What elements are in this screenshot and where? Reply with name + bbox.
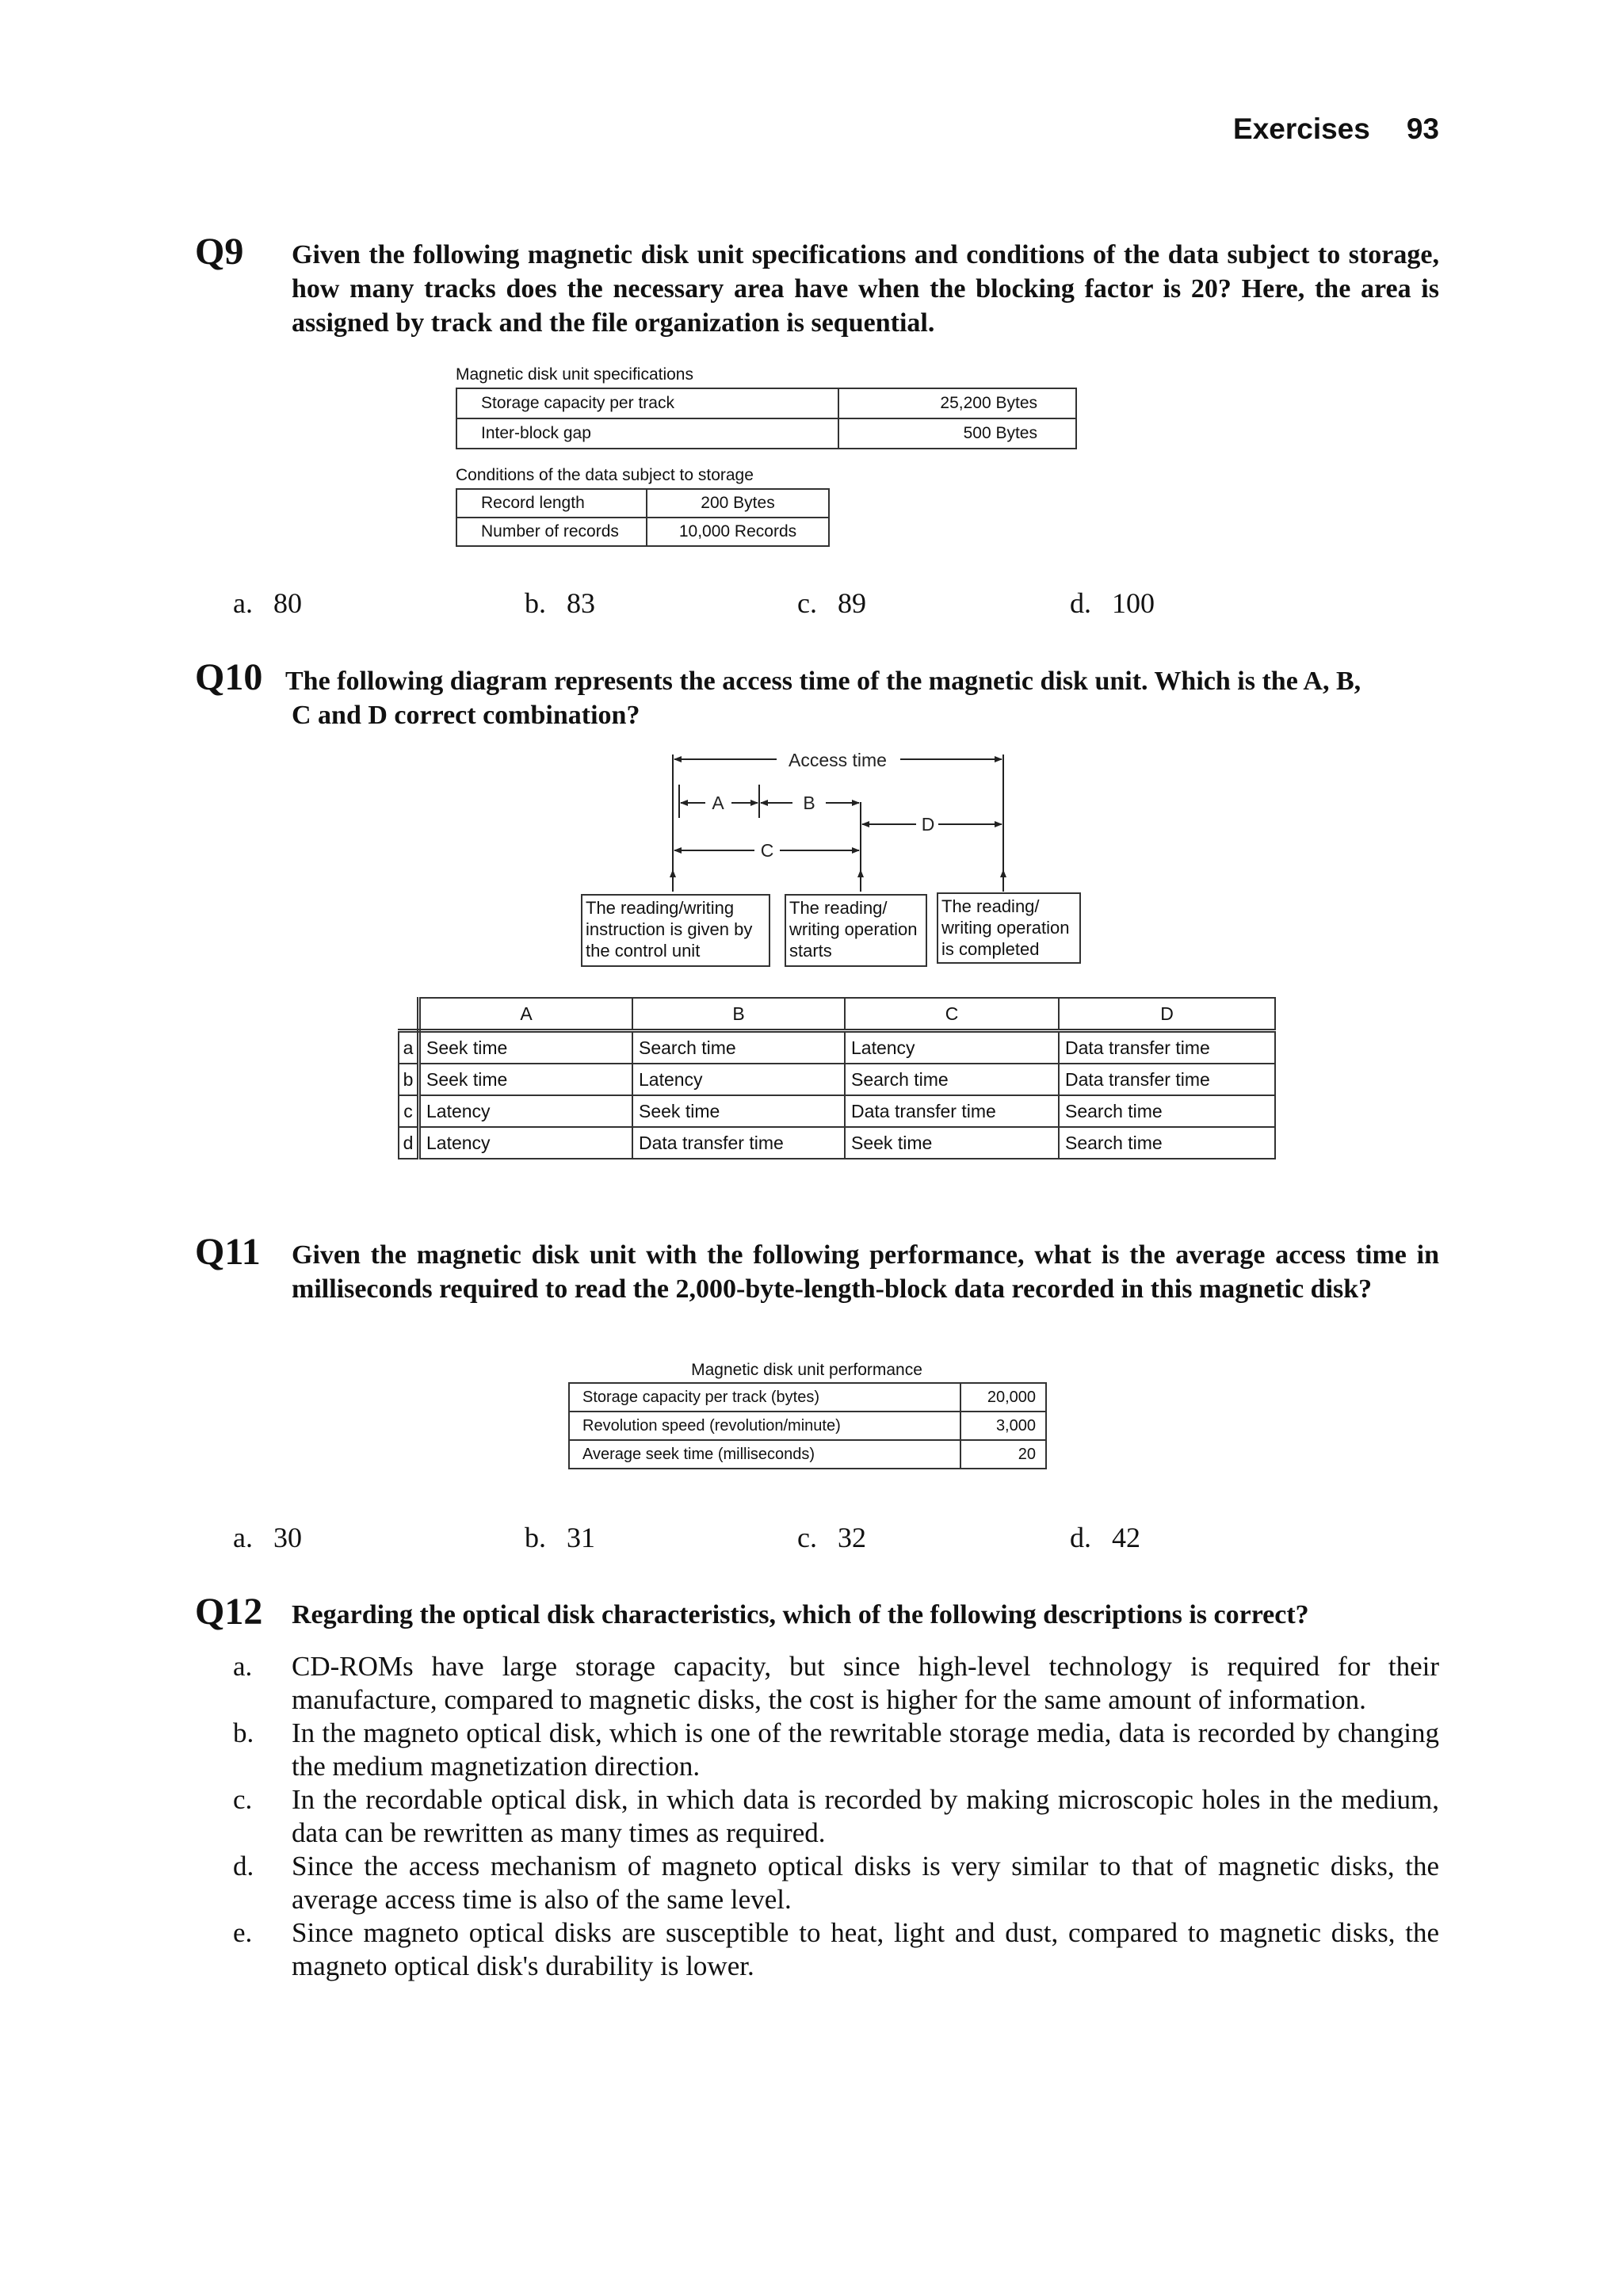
table-cell: Search time <box>1059 1127 1275 1159</box>
q9-option-c: c. 89 <box>797 587 866 619</box>
table-cell: Data transfer time <box>632 1127 845 1159</box>
table-cell: Latency <box>419 1127 633 1159</box>
event-box-operation-starts: The reading/ writing operation starts <box>785 894 927 967</box>
q9-option-d: d. 100 <box>1070 587 1155 619</box>
table-cell: Search time <box>845 1064 1059 1095</box>
q9-cond-caption: Conditions of the data subject to storage <box>456 466 754 484</box>
table-cell: Seek time <box>419 1064 633 1095</box>
q10-text: The following diagram represents the access time of the magnetic disk unit. Which is the A, B, C and D correct combination? <box>285 667 1361 730</box>
access-time-diagram <box>555 745 1125 904</box>
col-header: D <box>1059 998 1275 1031</box>
perf-value: 20,000 <box>960 1383 1046 1412</box>
table-cell: Latency <box>419 1095 633 1127</box>
row-label: a <box>399 1031 419 1064</box>
spec-value: 500 Bytes <box>838 418 1076 449</box>
q12-option-a: a. CD-ROMs have large storage capacity, but since high-level technology is required for their manufacture, compared to magnetic disks, the cost is higher for the same amount of information. <box>233 1651 1439 1715</box>
table-cell: Seek time <box>845 1127 1059 1159</box>
cond-value: 200 Bytes <box>647 489 829 518</box>
q12-option-e: e. Since magneto optical disks are susceptible to heat, light and dust, compared to magnetic disks, the magneto optical disk's durability is lower. <box>233 1917 1439 1981</box>
q12-option-b: b. In the magneto optical disk, which is one of the rewritable storage media, data is recorded by changing the medium magnetization direction. <box>233 1717 1439 1782</box>
perf-label: Average seek time (milliseconds) <box>569 1440 960 1469</box>
q9-cond-table <box>456 488 830 547</box>
q11-perf-caption: Magnetic disk unit performance <box>691 1361 922 1379</box>
q11-number: Q11 <box>195 1231 261 1273</box>
section-title: Exercises <box>1233 113 1370 145</box>
q12-option-d: d. Since the access mechanism of magneto optical disks is very similar to that of magnetic disks, the average access time is also of the same level. <box>233 1851 1439 1915</box>
q12-number: Q12 <box>195 1591 263 1633</box>
label-d: D <box>921 814 935 835</box>
table-cell: Search time <box>632 1031 845 1064</box>
perf-label: Revolution speed (revolution/minute) <box>569 1412 960 1440</box>
q11-text: Given the magnetic disk unit with the following performance, what is the average access time in milliseconds required to read the 2,000-byte-length-block data recorded in this magnetic disk? <box>292 1240 1439 1304</box>
access-time-label: Access time <box>789 750 887 770</box>
q11-perf-table <box>568 1382 1047 1469</box>
label-c: C <box>760 840 774 861</box>
spec-label: Inter-block gap <box>456 418 838 449</box>
table-cell: Data transfer time <box>1059 1031 1275 1064</box>
label-b: B <box>803 793 815 813</box>
table-cell: Latency <box>845 1031 1059 1064</box>
table-cell: Data transfer time <box>1059 1064 1275 1095</box>
col-header: C <box>845 998 1059 1031</box>
page-header <box>1233 113 1439 146</box>
answer-row-b <box>399 1064 1275 1095</box>
label-a: A <box>712 793 724 813</box>
answer-row-a <box>399 1031 1275 1064</box>
q9-option-b: b. 83 <box>525 587 595 619</box>
table-cell: Data transfer time <box>845 1095 1059 1127</box>
q10-answer-table <box>398 997 1276 1159</box>
q9-spec-table <box>456 388 1077 449</box>
q9-spec-caption: Magnetic disk unit specifications <box>456 365 693 384</box>
spec-label: Storage capacity per track <box>456 388 838 418</box>
q11-option-d: d. 42 <box>1070 1522 1140 1553</box>
cond-label: Number of records <box>456 518 647 546</box>
row-label: b <box>399 1064 419 1095</box>
q12-option-c: c. In the recordable optical disk, in which data is recorded by making microscopic holes in the medium, data can be rewritten as many times as required. <box>233 1784 1439 1848</box>
answer-row-c <box>399 1095 1275 1127</box>
event-box-operation-completed: The reading/ writing operation is completed <box>937 892 1081 964</box>
perf-label: Storage capacity per track (bytes) <box>569 1383 960 1412</box>
col-header: A <box>419 998 633 1031</box>
answer-row-d <box>399 1127 1275 1159</box>
q9-text: Given the following magnetic disk unit specifications and conditions of the data subject to storage, how many tracks does the necessary area have when the blocking factor is 20? Here, the area is assigned by track and the file organization is sequential. <box>292 240 1439 338</box>
perf-value: 3,000 <box>960 1412 1046 1440</box>
table-cell: Search time <box>1059 1095 1275 1127</box>
q9-number: Q9 <box>195 231 244 273</box>
cond-value: 10,000 Records <box>647 518 829 546</box>
perf-value: 20 <box>960 1440 1046 1469</box>
col-header: B <box>632 998 845 1031</box>
q10-number: Q10 <box>195 656 263 698</box>
row-label: d <box>399 1127 419 1159</box>
table-cell: Seek time <box>632 1095 845 1127</box>
q11-option-b: b. 31 <box>525 1522 595 1553</box>
q11-option-a: a. 30 <box>233 1522 302 1553</box>
page-number: 93 <box>1406 113 1439 145</box>
spec-value: 25,200 Bytes <box>838 388 1076 418</box>
event-box-instruction: The reading/writing instruction is given by the control unit <box>581 894 770 967</box>
table-cell: Seek time <box>419 1031 633 1064</box>
q9-option-a: a. 80 <box>233 587 302 619</box>
table-cell: Latency <box>632 1064 845 1095</box>
q11-option-c: c. 32 <box>797 1522 866 1553</box>
q12-text: Regarding the optical disk characteristics, which of the following descriptions is correct? <box>292 1600 1309 1629</box>
cond-label: Record length <box>456 489 647 518</box>
row-label: c <box>399 1095 419 1127</box>
